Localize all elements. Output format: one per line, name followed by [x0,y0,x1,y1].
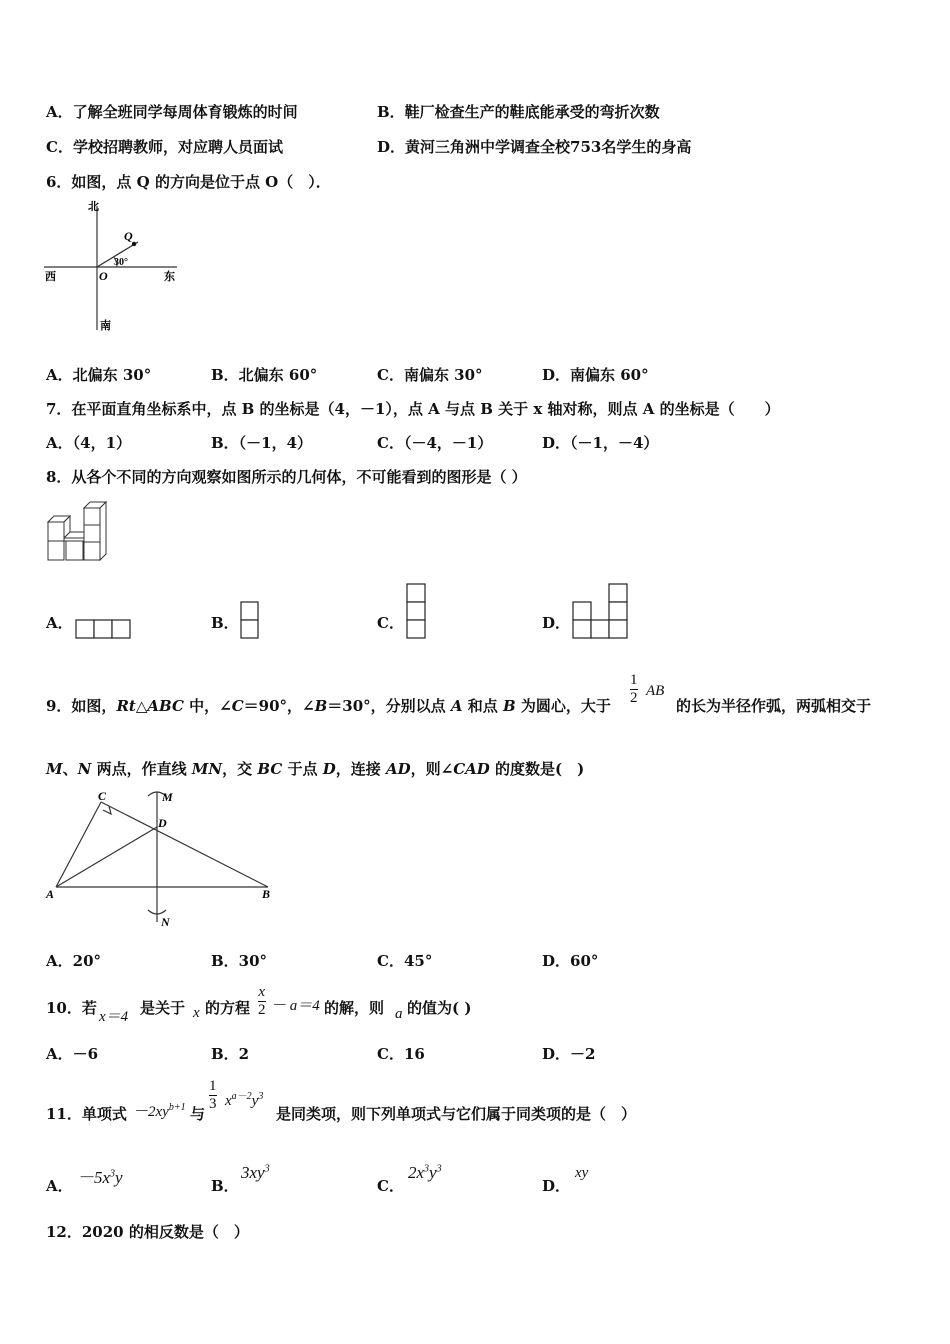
q9-option-c: C．45° [377,952,433,970]
q11-monomial-1: $-2xy^{b+1}$ [133,1102,186,1120]
q10-stem-part4: 的解，则 [324,999,385,1017]
q5-option-d: D．黄河三角洲中学调查全校753名学生的身高 [377,138,692,156]
q10-eq-x4: x＝4 [99,1009,129,1025]
q10-option-d: D．－2 [542,1045,596,1063]
q10-eq-rest: － a＝4 [271,998,320,1014]
q11-stem-end: 是同类项，则下列单项式与它们属于同类项的是（ ） [276,1105,637,1123]
q11-option-d-expr: xy [575,1165,589,1181]
q10-fraction-x2: $\frac{x}{2}$ [258,984,266,1018]
q7-option-b: B．（－1，4） [211,434,313,452]
q8-solid-figure [44,498,114,564]
q11-stem-and: 与 [190,1105,206,1123]
q5-option-a: A．了解全班同学每周体育锻炼的时间 [46,103,298,121]
q11-option-a-expr: $-5x^3y$ [77,1168,123,1187]
q9-stem-line2: M、N 两点，作直线 MN，交 BC 于点 D，连接 AD，则∠CAD 的度数是( ) [46,760,585,778]
q11-option-b-expr: $3xy^3$ [241,1163,270,1182]
q6-stem: 6．如图，点 Q 的方向是位于点 O（ ）． [46,173,331,191]
q8-option-c-figure [405,582,427,640]
q11-stem-start: 11．单项式 [46,1105,127,1123]
q6-label-q: Q [124,229,133,243]
q11-option-c-expr: $2x^3y^3$ [408,1163,442,1182]
q6-option-c: C．南偏东 30° [377,366,483,384]
q10-var-x: x [193,1005,200,1021]
q9-label-c: C [98,789,107,803]
q6-option-b: B．北偏东 60° [211,366,318,384]
q9-stem-line1: 9．如图，Rt△ABC 中，∠C＝90°，∠B＝30°，分别以点 A 和点 B 为圆心，大于 [46,697,611,715]
q9-segment-ad [56,827,157,887]
q9-side-cb [101,802,268,887]
q5-option-c: C．学校招聘教师，对应聘人员面试 [46,138,283,156]
q10-option-a: A．－6 [46,1045,99,1063]
q9-option-a: A．20° [46,952,102,970]
q9-fraction-half: $\frac{1}{2}$ [630,672,638,706]
q10-var-a: a [395,1006,403,1022]
q10-stem-end: 的值为( ) [407,999,472,1017]
q6-label-o: O [99,269,108,283]
q10-stem-start: 10．若 [46,999,97,1017]
q6-label-west: 西 [45,271,56,283]
q11-option-c: C． [377,1177,404,1195]
q8-option-a-figure [74,618,134,640]
q10-option-b: B．2 [211,1045,250,1063]
q11-option-a: A． [46,1177,73,1195]
q7-option-a: A．（4，1） [46,434,132,452]
q9-right-angle-mark [103,806,111,814]
q8-option-c: C． [377,614,404,632]
q8-stem: 8．从各个不同的方向观察如图所示的几何体，不可能看到的图形是（ ） [46,468,527,486]
q9-label-n: N [161,915,170,929]
q6-label-east: 东 [164,271,175,283]
q9-stem-line1-end: 的长为半径作弧，两弧相交于 [676,697,872,715]
q11-fraction-third: $\frac{1}{3}$ [209,1078,217,1112]
q9-label-m: M [162,790,173,804]
q7-option-d: D．（－1，－4） [542,434,659,452]
q8-option-b-figure [239,600,261,640]
q7-stem: 7．在平面直角坐标系中，点 B 的坐标是（4，－1），点 A 与点 B 关于 x 轴对称，则点 A 的坐标是（ ） [46,400,780,418]
q11-option-d: D． [542,1177,571,1195]
q11-monomial-2: $x^{a-2}y^3$ [225,1091,264,1109]
q9-triangle-figure [42,784,282,930]
q7-option-c: C．（－4，－1） [377,434,493,452]
q9-option-d: D．60° [542,952,599,970]
q9-label-a: A [46,887,55,901]
q10-stem-part2: 是关于 [140,999,186,1017]
q8-option-d: D． [542,614,571,632]
q6-label-angle: 30° [114,257,128,268]
q8-option-a: A． [46,614,73,632]
q11-option-b: B． [211,1177,239,1195]
q6-label-north: 北 [88,201,99,213]
q5-option-b: B．鞋厂检查生产的鞋底能承受的弯折次数 [377,103,660,121]
q9-label-b: B [262,887,271,901]
q9-segment-ab: AB [646,683,665,699]
q10-option-c: C．16 [377,1045,425,1063]
q9-option-b: B．30° [211,952,268,970]
q9-label-d: D [158,816,167,830]
q6-option-d: D．南偏东 60° [542,366,649,384]
q10-stem-part3: 的方程 [205,999,251,1017]
q6-label-south: 南 [100,320,111,332]
q6-compass-figure [42,198,182,338]
q8-option-d-figure [571,582,631,640]
q12-stem: 12．2020 的相反数是（ ） [46,1223,249,1241]
q6-option-a: A．北偏东 30° [46,366,152,384]
q8-option-b: B． [211,614,239,632]
